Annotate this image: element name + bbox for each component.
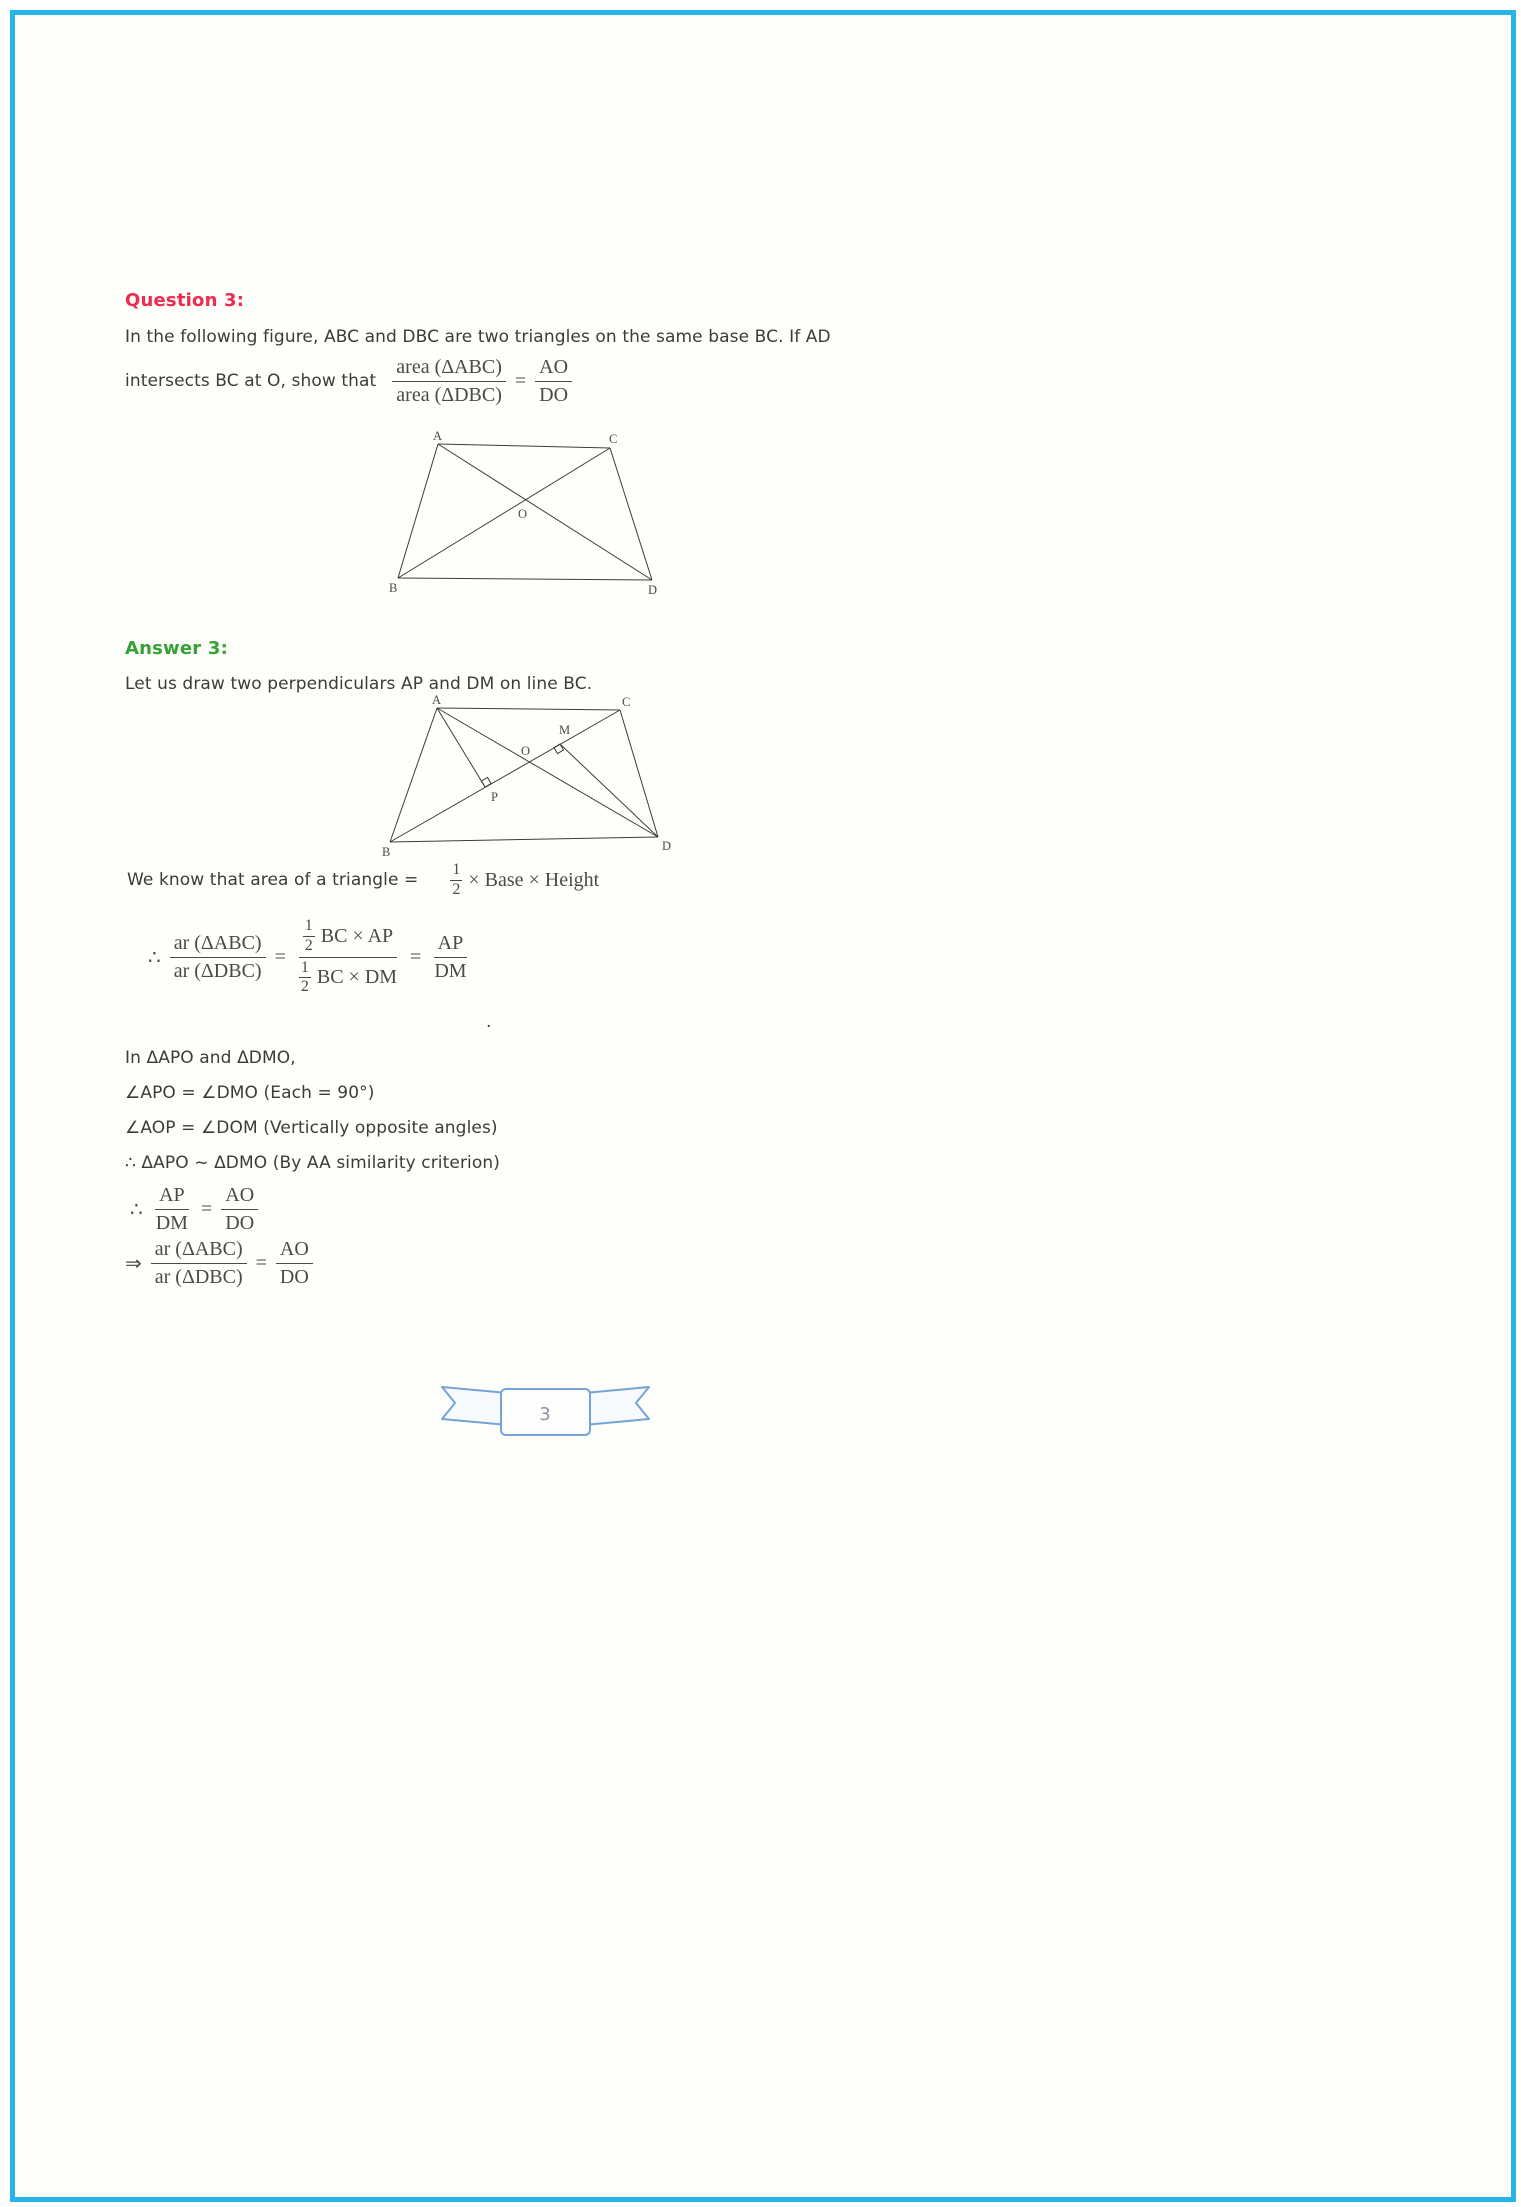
statement-in-triangles: In ΔAPO and ΔDMO, xyxy=(125,1048,296,1068)
vertex-label-c: C xyxy=(622,695,631,709)
question-text-line1: In the following figure, ABC and DBC are two triangles on the same base BC. If AD xyxy=(125,327,831,347)
fraction-numerator: AO xyxy=(535,356,572,382)
fraction-numerator: AO xyxy=(276,1238,313,1264)
vertex-label-d: D xyxy=(648,583,658,597)
area-formula-rest: × Base × Height xyxy=(468,868,600,891)
area-statement-text: We know that area of a triangle = xyxy=(127,870,419,890)
fraction-denominator: DO xyxy=(279,1266,309,1288)
fraction-denominator: DO xyxy=(225,1212,255,1234)
fraction-numerator: 1 xyxy=(450,862,462,881)
point-label-o: O xyxy=(521,744,531,758)
denominator-product: BC × DM xyxy=(316,966,398,989)
fraction-numerator: 1 xyxy=(299,960,311,979)
fraction-denominator: 2 xyxy=(304,936,313,954)
diagonal-bc xyxy=(398,448,610,578)
perpendicular-ap xyxy=(437,708,485,787)
equals-sign: = xyxy=(200,1198,213,1220)
fraction-denominator: 2 xyxy=(300,978,309,996)
conclusion-formula xyxy=(125,1238,313,1289)
edge-bd xyxy=(398,578,652,580)
area-statement-row xyxy=(127,856,599,904)
fraction-ao-do xyxy=(535,356,572,407)
fraction-numerator: AP xyxy=(434,932,468,958)
vertex-label-c: C xyxy=(609,432,618,446)
figure2-edges xyxy=(390,708,658,842)
figure-triangles-on-base-bc xyxy=(388,430,668,598)
fraction-area-ratio xyxy=(392,356,506,407)
equals-sign: = xyxy=(514,369,527,392)
equals-sign: = xyxy=(255,1252,267,1274)
edge-bd xyxy=(390,837,658,842)
answer-intro: Let us draw two perpendiculars AP and DM on line BC. xyxy=(125,674,593,694)
point-label-m: M xyxy=(559,723,571,737)
trailing-period: . xyxy=(486,1012,492,1032)
show-that-formula xyxy=(392,356,572,407)
fraction-half-bc-ratio xyxy=(295,918,401,996)
statement-similarity: ∴ ΔAPO ~ ΔDMO (By AA similarity criterion) xyxy=(125,1153,500,1173)
statement-angle-aop-dom: ∠AOP = ∠DOM (Vertically opposite angles) xyxy=(125,1118,498,1138)
fraction-numerator: 1 xyxy=(303,918,315,937)
edge-cd xyxy=(610,448,652,580)
fraction-denominator: 2 xyxy=(452,880,461,898)
fraction-numerator: area (ΔABC) xyxy=(392,356,506,382)
ratio-formula xyxy=(130,1184,258,1235)
fraction-denominator: DM xyxy=(434,959,467,982)
edge-ac xyxy=(437,708,620,710)
edge-ab xyxy=(390,708,437,842)
fraction-denominator: area (ΔDBC) xyxy=(396,383,502,406)
fraction-denominator: DO xyxy=(539,383,569,406)
question-text-line2 xyxy=(125,352,572,410)
question-heading: Question 3: xyxy=(125,290,245,311)
vertex-label-b: B xyxy=(382,845,391,859)
fraction-numerator: ar (ΔABC) xyxy=(170,932,266,958)
numerator-product: BC × AP xyxy=(320,924,394,947)
diagonal-ad xyxy=(438,444,652,580)
therefore-symbol: ∴ xyxy=(130,1199,143,1221)
fraction-ao-do xyxy=(221,1184,258,1235)
edge-ab xyxy=(398,444,438,578)
page-number-ribbon xyxy=(438,1381,653,1443)
right-angle-mark-p xyxy=(482,777,492,787)
fraction-one-half xyxy=(450,862,462,899)
fraction-ar-ratio xyxy=(170,932,266,983)
equals-sign: = xyxy=(410,945,422,968)
fraction-numerator: AP xyxy=(155,1184,189,1210)
figure-with-perpendiculars xyxy=(382,694,672,862)
vertex-label-a: A xyxy=(432,694,442,707)
point-label-o: O xyxy=(518,507,528,521)
edge-ac xyxy=(438,444,610,448)
fraction-denominator: DM xyxy=(155,1212,188,1234)
equals-sign: = xyxy=(274,945,286,968)
fraction-denominator: ar (ΔDBC) xyxy=(173,959,262,982)
fraction-denominator xyxy=(295,958,401,997)
vertex-label-d: D xyxy=(662,839,672,853)
statement-angle-apo-dmo: ∠APO = ∠DMO (Each = 90°) xyxy=(125,1083,375,1103)
fraction-denominator: ar (ΔDBC) xyxy=(154,1266,243,1288)
fraction-numerator xyxy=(299,918,397,958)
fraction-ap-dm xyxy=(152,1184,192,1235)
page-number: 3 xyxy=(539,1404,551,1425)
fraction-ar-ratio xyxy=(151,1238,247,1289)
point-label-p: P xyxy=(491,790,498,804)
area-formula xyxy=(450,862,599,899)
fraction-numerator: ar (ΔABC) xyxy=(151,1238,247,1264)
vertex-label-b: B xyxy=(389,581,398,595)
diagonal-bc xyxy=(390,710,620,842)
fraction-ao-do xyxy=(276,1238,313,1289)
answer-heading: Answer 3: xyxy=(125,638,228,659)
fraction-one-half xyxy=(299,960,311,997)
fraction-ap-dm xyxy=(430,932,470,983)
question-line2-text: intersects BC at O, show that xyxy=(125,371,377,391)
perpendicular-dm xyxy=(560,744,658,837)
therefore-symbol: ∴ xyxy=(148,946,161,969)
implies-symbol: ⇒ xyxy=(125,1253,142,1275)
vertex-label-a: A xyxy=(433,430,443,443)
fraction-numerator: AO xyxy=(221,1184,258,1210)
fraction-one-half xyxy=(303,918,315,955)
derivation-formula xyxy=(148,918,471,996)
